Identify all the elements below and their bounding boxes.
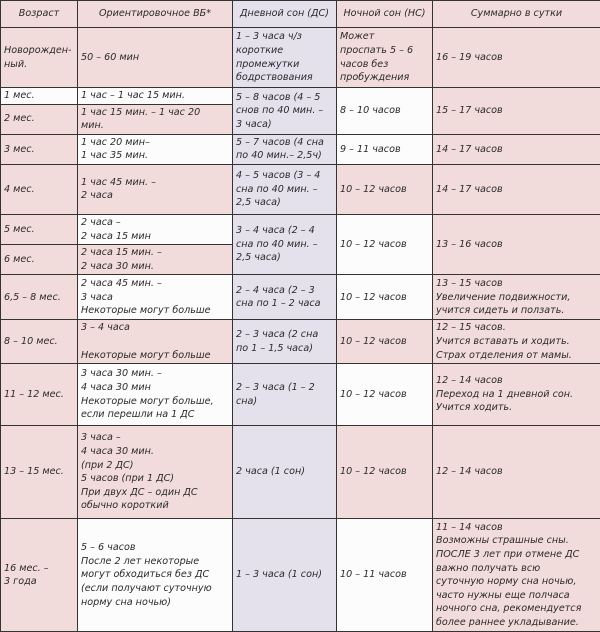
day-sleep-cell: 2 часа (1 сон) — [233, 426, 337, 519]
wake-time-cell: 3 – 4 часа Некоторые могут больше — [78, 320, 233, 364]
wake-time-cell: 1 час – 1 час 15 мин. — [78, 88, 233, 105]
age-cell: 4 мес. — [1, 164, 78, 214]
total-cell: 12 – 14 часов — [433, 426, 600, 519]
night-sleep-cell: Может проспать 5 – 6 часов без пробуждения — [337, 28, 433, 88]
header-day-sleep: Дневной сон (ДС) — [233, 1, 337, 28]
age-cell: 11 – 12 мес. — [1, 364, 78, 426]
wake-time-cell: 3 часа – 4 часа 30 мин. (при 2 ДС) 5 часов (при 1 ДС) При двух ДС – один ДС обычно короткий — [78, 426, 233, 519]
night-sleep-cell: 10 – 12 часов — [337, 320, 433, 364]
table-row — [1, 364, 600, 426]
total-cell: 14 – 17 часов — [433, 164, 600, 214]
day-sleep-cell: 4 – 5 часов (3 – 4 сна по 40 мин. – 2,5 часа) — [233, 164, 337, 214]
age-cell: 6 мес. — [1, 245, 78, 275]
wake-time-cell: 1 час 20 мин– 1 час 35 мин. — [78, 134, 233, 164]
total-cell: 13 – 16 часов — [433, 214, 600, 274]
header-age: Возраст — [1, 1, 78, 28]
total-cell: 11 – 14 часов Возможны страшные сны. ПОСЛЕ 3 лет при отмене ДС важно получать всю суточную норму сна ночью, часто нужны еще полчаса ночного сна, рекомендуется более раннее укладывание. — [433, 519, 600, 632]
table-row — [1, 519, 600, 632]
table-row — [1, 134, 600, 164]
night-sleep-cell: 10 – 12 часов — [337, 164, 433, 214]
age-cell: 1 мес. — [1, 88, 78, 105]
total-cell: 14 – 17 часов — [433, 134, 600, 164]
wake-time-cell: 1 час 45 мин. – 2 часа — [78, 164, 233, 214]
night-sleep-cell: 10 – 12 часов — [337, 214, 433, 274]
table-row — [1, 88, 600, 105]
day-sleep-cell: 5 – 7 часов (4 сна по 40 мин.– 2,5ч) — [233, 134, 337, 164]
table-row — [1, 275, 600, 320]
day-sleep-cell: 2 – 4 часа (2 – 3 сна по 1 – 2 часа — [233, 275, 337, 320]
wake-time-cell: 5 – 6 часов После 2 лет некоторые могут обходиться без ДС (если получают суточную норму сна ночью) — [78, 519, 233, 632]
night-sleep-cell: 8 – 10 часов — [337, 88, 433, 135]
table-row — [1, 28, 600, 88]
total-cell: 13 – 15 часов Увеличение подвижности, учится сидеть и ползать. — [433, 275, 600, 320]
header-row — [1, 1, 600, 28]
age-cell: Новорожден- ный. — [1, 28, 78, 88]
age-cell: 13 – 15 мес. — [1, 426, 78, 519]
night-sleep-cell: 9 – 11 часов — [337, 134, 433, 164]
age-cell: 3 мес. — [1, 134, 78, 164]
wake-time-cell: 2 часа 15 мин. – 2 часа 30 мин. — [78, 245, 233, 275]
day-sleep-cell: 5 – 8 часов (4 – 5 снов по 40 мин. – 3 часа) — [233, 88, 337, 135]
night-sleep-cell: 10 – 11 часов — [337, 519, 433, 632]
wake-time-cell: 2 часа – 2 часа 15 мин — [78, 214, 233, 244]
day-sleep-cell: 1 – 3 часа (1 сон) — [233, 519, 337, 632]
age-cell: 8 – 10 мес. — [1, 320, 78, 364]
day-sleep-cell: 3 – 4 часа (2 – 4 сна по 40 мин. – 2,5 часа) — [233, 214, 337, 274]
age-cell: 16 мес. – 3 года — [1, 519, 78, 632]
header-total: Суммарно в сутки — [433, 1, 600, 28]
table-row — [1, 426, 600, 519]
age-cell: 2 мес. — [1, 104, 78, 134]
night-sleep-cell: 10 – 12 часов — [337, 426, 433, 519]
total-cell: 12 – 15 часов. Учится вставать и ходить. Страх отделения от мамы. — [433, 320, 600, 364]
table-row — [1, 214, 600, 244]
total-cell: 12 – 14 часов Переход на 1 дневной сон. Учится ходить. — [433, 364, 600, 426]
age-cell: 6,5 – 8 мес. — [1, 275, 78, 320]
day-sleep-cell: 2 – 3 часа (2 сна по 1 – 1,5 часа) — [233, 320, 337, 364]
wake-time-cell: 1 час 15 мин. – 1 час 20 мин. — [78, 104, 233, 134]
night-sleep-cell: 10 – 12 часов — [337, 275, 433, 320]
wake-time-cell: 50 – 60 мин — [78, 28, 233, 88]
table-row — [1, 164, 600, 214]
day-sleep-cell: 2 – 3 часа (1 – 2 сна) — [233, 364, 337, 426]
age-cell: 5 мес. — [1, 214, 78, 244]
night-sleep-cell: 10 – 12 часов — [337, 364, 433, 426]
header-wake-time: Ориентировочное ВБ* — [78, 1, 233, 28]
header-night-sleep: Ночной сон (НС) — [337, 1, 433, 28]
day-sleep-cell: 1 – 3 часа ч/з короткие промежутки бодрствования — [233, 28, 337, 88]
wake-time-cell: 3 часа 30 мин. – 4 часа 30 мин Некоторые могут больше, если перешли на 1 ДС — [78, 364, 233, 426]
wake-time-cell: 2 часа 45 мин. – 3 часа Некоторые могут больше — [78, 275, 233, 320]
total-cell: 16 – 19 часов — [433, 28, 600, 88]
total-cell: 15 – 17 часов — [433, 88, 600, 135]
table-row — [1, 320, 600, 364]
